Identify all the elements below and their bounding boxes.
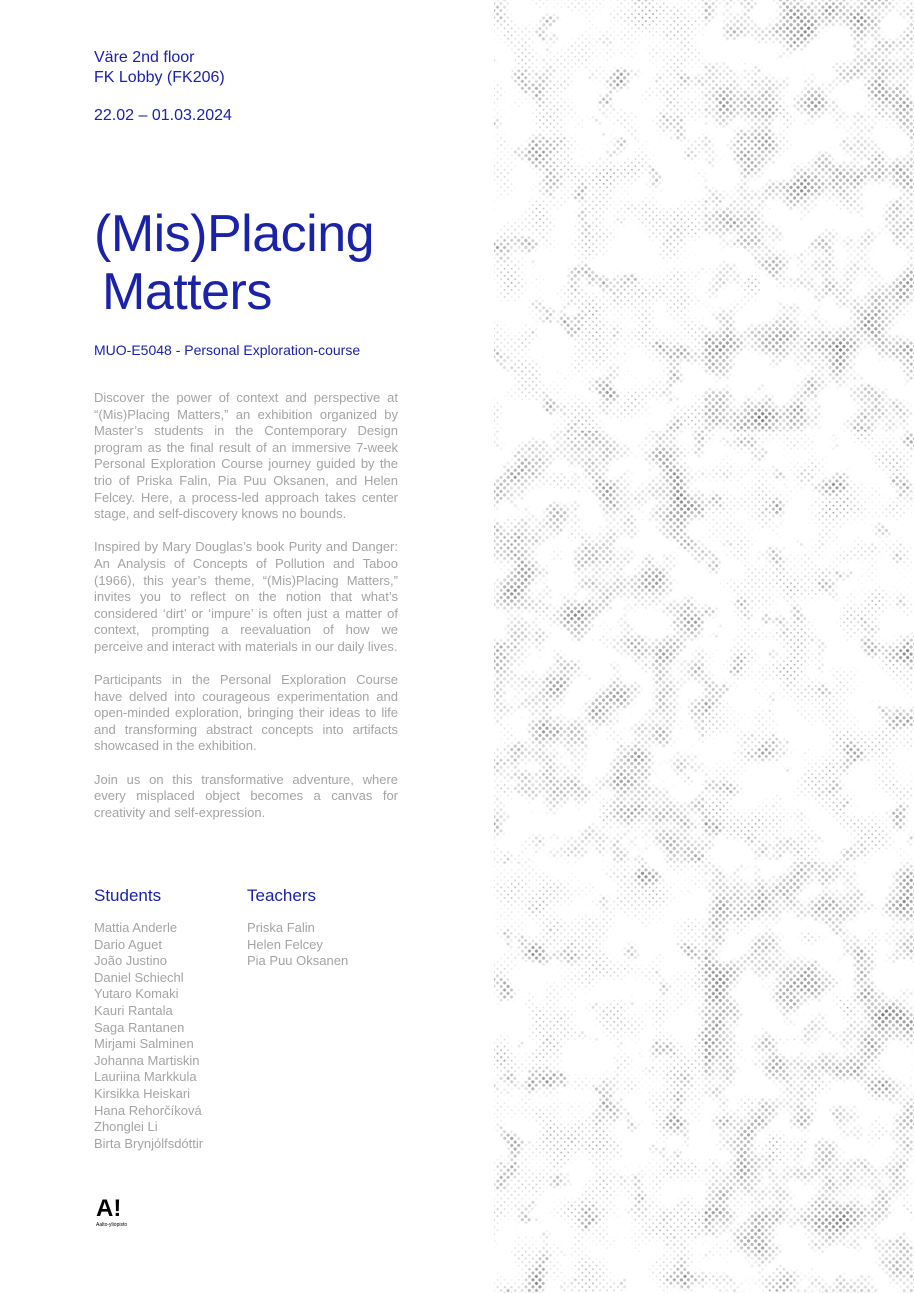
course-code: MUO-E5048 - Personal Exploration-course [94,342,361,358]
student-name: Zhonglei Li [94,1119,158,1135]
teachers-list [247,920,348,970]
teachers-column [247,886,348,970]
students-list [94,920,203,1152]
student-name: Yutaro Komaki [94,986,179,1002]
venue-building: Väre 2nd floor [94,49,195,66]
aalto-logo [96,1196,156,1228]
exhibition-dates: 22.02 – 01.03.2024 [94,107,232,124]
title-line-1: (Mis)Placing [94,205,375,263]
student-name: Mattia Anderle [94,920,178,935]
halftone-tile [704,0,914,431]
student-name: Lauriina Markkula [94,1069,197,1085]
paragraph: Join us on this transformative adventure, where every misplaced object becomes a canvas for creativity and self-expression. [94,771,398,820]
student-name: Birta Brynjólfsdóttir [94,1135,204,1151]
student-name: Johanna Martiskin [94,1052,200,1068]
logo-wordmark: Aalto-yliopisto [96,1222,128,1228]
student-name: Dario Aguet [94,936,162,952]
logo-mark: A! [96,1195,122,1222]
halftone-tile [494,0,704,431]
paragraph: Discover the power of context and perspective at “(Mis)Placing Matters,” an exhibition organized by Master’s students in the Contemporary Design program as the final result of an immersive 7-week Personal Exploration Course journey guided by the trio of Priska Falin, Pia Puu Oksanen, and Helen Felcey. Here, a process-led approach takes center stage, and self-discovery knows no bounds. [94,390,398,522]
halftone-tile [494,862,704,1293]
student-name: Kirsikka Heiskari [94,1085,191,1101]
halftone-tile [494,431,704,862]
paragraph: Participants in the Personal Exploration Course have delved into courageous experimentation and open-minded exploration, bringing their ideas to life and transforming abstract concepts into artifacts showcased in the exhibition. [94,672,398,754]
venue [94,48,225,88]
halftone-tiles [494,0,914,1293]
student-name: Saga Rantanen [94,1019,185,1035]
student-name: Mirjami Salminen [94,1036,194,1052]
students-column [94,886,203,1152]
student-name: João Justino [94,953,167,969]
teacher-name: Priska Falin [247,920,315,935]
halftone-tile [704,431,914,862]
title-line-2: Matters [102,263,272,321]
exhibition-title [94,205,374,321]
teachers-heading: Teachers [247,886,316,905]
description [94,390,398,838]
teacher-name: Pia Puu Oksanen [247,953,349,969]
paragraph: Inspired by Mary Douglas’s book Purity and Danger: An Analysis of Concepts of Pollution and Taboo (1966), this year’s theme, “(Mis)Placing Matters,” invites you to reflect on the notion that what’s considered ‘dirt’ or ‘impure’ is often just a matter of context, prompting a reevaluation of how we perceive and interact with materials in our daily lives. [94,539,398,654]
student-name: Hana Rehorčíková [94,1102,202,1118]
halftone-image-panel [494,0,914,1293]
student-name: Daniel Schiechl [94,969,184,985]
students-heading: Students [94,886,162,905]
teacher-name: Helen Felcey [247,936,323,952]
student-name: Kauri Rantala [94,1002,173,1018]
halftone-tile [704,862,914,1293]
venue-room: FK Lobby (FK206) [94,69,225,86]
